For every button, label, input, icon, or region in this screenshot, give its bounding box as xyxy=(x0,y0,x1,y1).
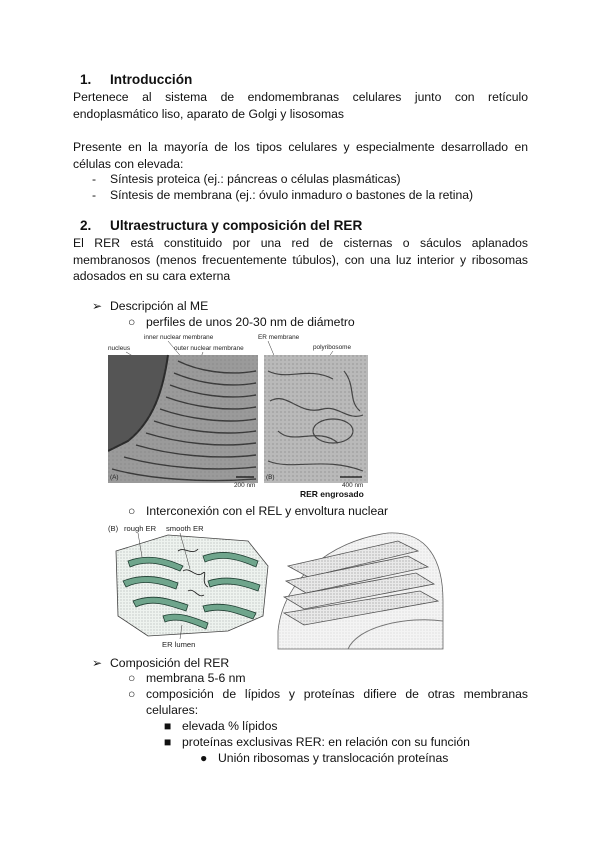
circle-bullet-icon: ○ xyxy=(128,504,136,518)
label-nucleus: nucleus xyxy=(108,345,131,352)
micrograph-panel-b xyxy=(264,355,368,483)
section-1-title: Introducción xyxy=(110,72,193,87)
label-panel-a: (A) xyxy=(110,474,119,481)
label-er-lumen: ER lumen xyxy=(162,640,196,649)
label-smooth-er: smooth ER xyxy=(166,524,204,533)
desc-sub-item-2: ○ Interconexión con el REL y envoltura nuclear xyxy=(128,504,389,518)
dot-bullet-icon: ● xyxy=(200,751,208,765)
figure-caption: RER engrosado xyxy=(300,489,364,499)
comp-heading: ➢ Composición del RER xyxy=(92,656,230,670)
comp-item-membrane: ○ membrana 5-6 nm xyxy=(128,671,246,685)
list-item: - Síntesis de membrana (ej.: óvulo inmaduro o bastones de la retina) xyxy=(92,188,474,202)
label-er-membrane: ER membrane xyxy=(258,334,300,341)
comp-sub-sub-item-ribosomes: ● Unión ribosomas y translocación proteínas xyxy=(200,751,449,765)
label-polyribosome: polyribosome xyxy=(313,344,352,351)
section-1-heading xyxy=(80,72,192,87)
circle-bullet-icon: ○ xyxy=(128,315,136,329)
circle-bullet-icon: ○ xyxy=(128,671,136,685)
circle-bullet-icon: ○ xyxy=(128,687,136,701)
scale-bar-a: 200 nm xyxy=(234,482,256,489)
square-bullet-icon: ■ xyxy=(164,719,172,733)
desc-heading: ➢ Descripción al ME xyxy=(92,299,209,313)
section-2-title: Ultraestructura y composición del RER xyxy=(110,218,363,233)
arrow-bullet-icon: ➢ xyxy=(92,299,103,313)
list-item: - Síntesis proteica (ej.: páncreas o células plasmáticas) xyxy=(92,172,401,186)
comp-item-composition: ○ composición de lípidos y proteínas difiere de otras membranas celulares: xyxy=(128,687,528,717)
section-1-number: 1. xyxy=(80,72,92,87)
comp-sub-item-lipids: ■ elevada % lípidos xyxy=(164,719,278,733)
section-1-paragraph-2: Presente en la mayoría de los tipos celulares y especialmente desarrollado en células con elevada: xyxy=(73,140,528,171)
label-outer-membrane: outer nuclear membrane xyxy=(174,345,244,352)
desc-sub-item-1: ○ perfiles de unos 20-30 nm de diámetro xyxy=(128,315,355,329)
label-inner-membrane: inner nuclear membrane xyxy=(144,334,214,341)
er-diagram-figure xyxy=(108,521,448,651)
em-micrograph-figure xyxy=(108,331,370,501)
micrograph-panel-a xyxy=(108,355,258,483)
section-1-paragraph-1: Pertenece al sistema de endomembranas celulares junto con retículo endoplasmático liso, aparato de Golgi y lisosomas xyxy=(73,90,528,121)
scale-bar-b: 400 nm xyxy=(342,482,364,489)
er-3d-drawing xyxy=(278,533,443,649)
label-panel-b: (B) xyxy=(266,474,275,481)
section-2-heading xyxy=(80,218,362,233)
er-network-drawing xyxy=(116,535,268,636)
section-2-number: 2. xyxy=(80,218,92,233)
square-bullet-icon: ■ xyxy=(164,735,172,749)
comp-sub-item-proteins: ■ proteínas exclusivas RER: en relación con su función xyxy=(164,735,470,749)
arrow-bullet-icon: ➢ xyxy=(92,656,103,670)
section-2-paragraph: El RER está constituido por una red de cisternas o sáculos aplanados membranosos (menos frecuentemente túbulos), con una luz interior y ribosomas adosados en su cara externa xyxy=(73,236,528,283)
label-diagram-panel: (B) xyxy=(108,524,119,533)
label-rough-er: rough ER xyxy=(124,524,157,533)
